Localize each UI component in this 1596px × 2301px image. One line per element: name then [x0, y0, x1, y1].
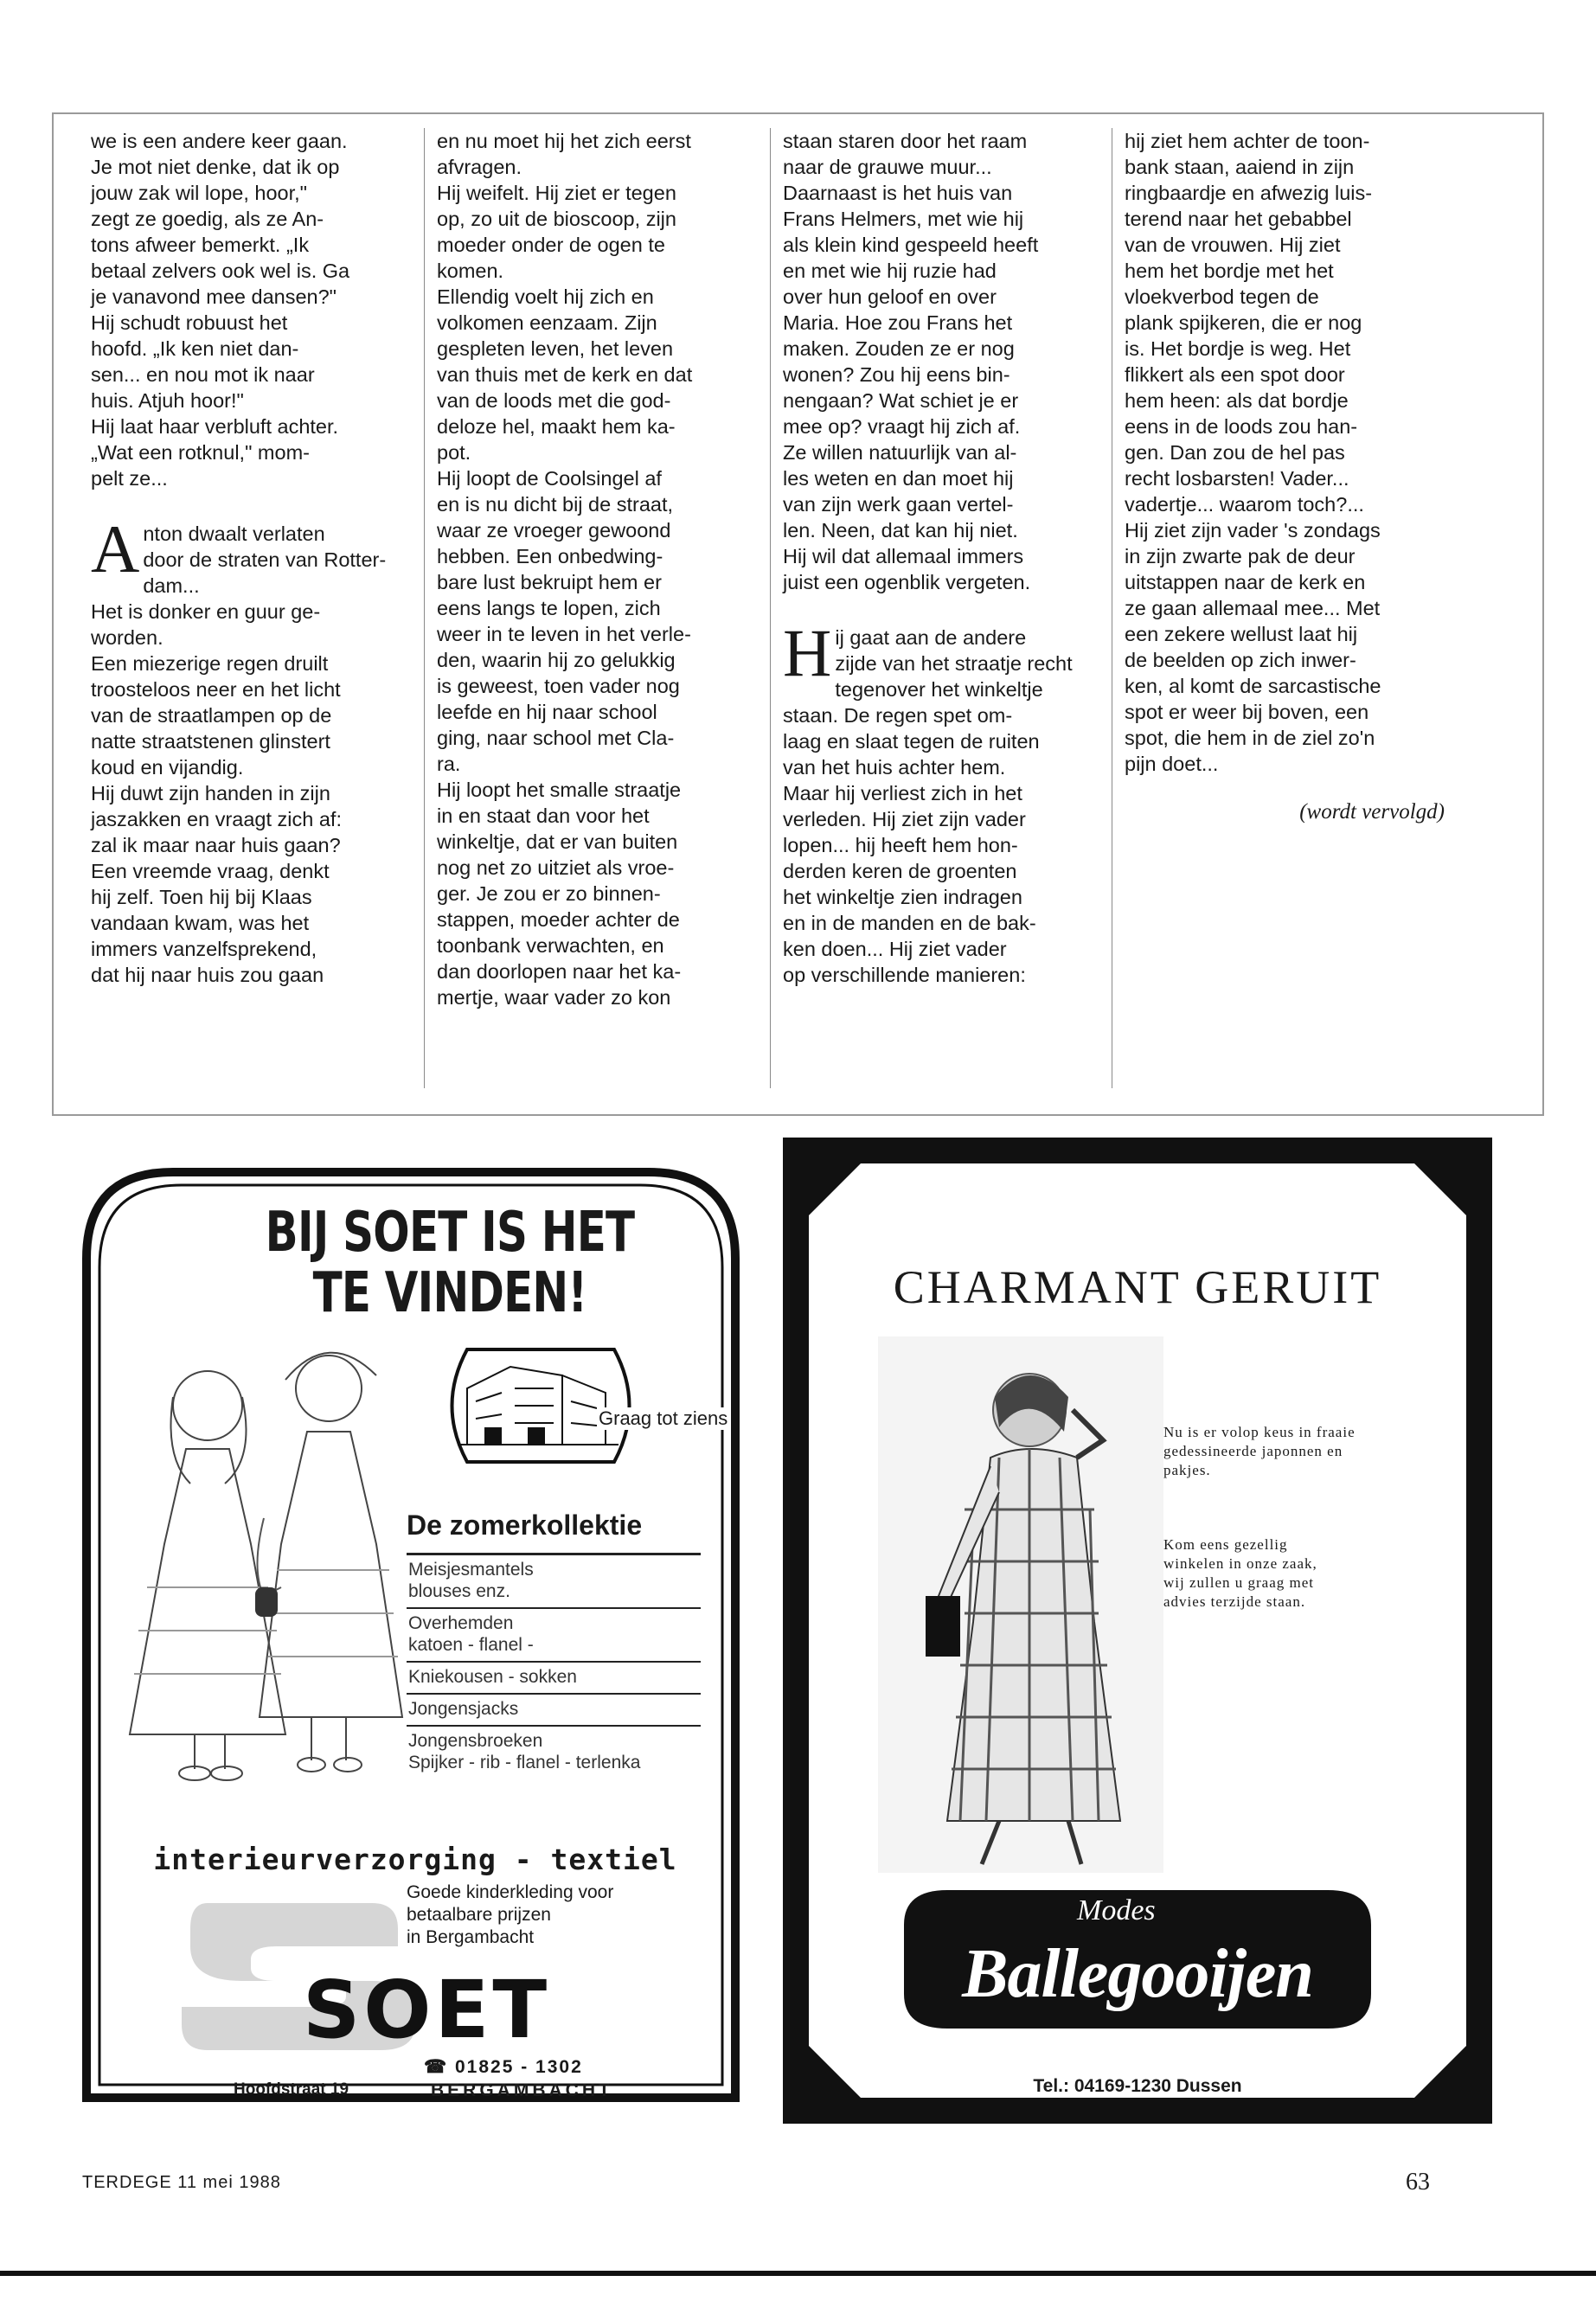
article-line: nog net zo uitziet als vroe-: [437, 856, 675, 879]
article-line: nton dwaalt verlaten: [143, 522, 325, 545]
article-line: hoofd. „Ik ken niet dan-: [91, 337, 299, 360]
article-line: bare lust bekruipt hem er: [437, 571, 662, 593]
col1-section: [91, 511, 411, 988]
article-line: winkeltje, dat er van buiten: [437, 830, 678, 853]
column-divider: [424, 128, 425, 1088]
collection-list: [407, 1553, 701, 1779]
article-line: ij gaat aan de andere: [835, 626, 1027, 649]
headline-line-1: BIJ SOET IS HET: [265, 1201, 635, 1265]
article-line: zegt ze goedig, als ze An-: [91, 208, 324, 230]
article-line: Hij laat haar verbluft achter.: [91, 415, 339, 438]
article-line: is. Het bordje is weg. Het: [1125, 337, 1351, 360]
article-line: deloze hel, maakt hem ka-: [437, 415, 676, 438]
article-line: bank staan, aaiend in zijn: [1125, 156, 1355, 178]
article-line: maken. Zouden ze er nog: [783, 337, 1015, 360]
article-line: dan doorlopen naar het ka-: [437, 960, 682, 983]
article-line: hebben. Een onbedwing-: [437, 545, 663, 567]
article-line: afvragen.: [437, 156, 522, 178]
article-line: volkomen eenzaam. Zijn: [437, 311, 657, 334]
article-line: vandaan kwam, was het: [91, 912, 310, 934]
store-phone: Tel.: 04169-1230 Dussen: [1033, 2076, 1242, 2096]
article-line: tegenover het winkeltje: [835, 678, 1043, 701]
article-line: troosteloos neer en het licht: [91, 678, 341, 701]
article-line: het winkeltje zien indragen: [783, 886, 1022, 908]
col1-section-text: [91, 511, 411, 988]
article-line: staan. De regen spet om-: [783, 704, 1013, 727]
col3-text: [783, 128, 1103, 595]
article-line: is geweest, toen vader nog: [437, 675, 680, 697]
article-line: natte straatstenen glinstert: [91, 730, 330, 753]
article-line: verleden. Hij ziet zijn vader: [783, 808, 1026, 830]
article-line: weer in te leven in het verle-: [437, 623, 691, 645]
article-line: laag en slaat tegen de ruiten: [783, 730, 1040, 753]
article-line: flikkert als een spot door: [1125, 363, 1345, 386]
article-line: spot er weer bij boven, een: [1125, 701, 1369, 723]
article-line: waar ze vroeger gewoond: [437, 519, 671, 542]
article-line: Maar hij verliest zich in het: [783, 782, 1022, 804]
article-line: Daarnaast is het huis van: [783, 182, 1013, 204]
collection-item: Kniekousen - sokken: [407, 1661, 701, 1693]
article-line: Een vreemde vraag, denkt: [91, 860, 330, 882]
collection-item: Jongensbroeken Spijker - rib - flanel - terlenka: [407, 1725, 701, 1779]
ad-description: Goede kinderkleding voor betaalbare prijzen in Bergambacht: [407, 1882, 614, 1947]
article-line: Hij duwt zijn handen in zijn: [91, 782, 330, 804]
article-line: Het is donker en guur ge-: [91, 600, 321, 623]
article-line: leefde en hij naar school: [437, 701, 657, 723]
article-line: terend naar het gebabbel: [1125, 208, 1352, 230]
article-line: mertje, waar vader zo kon: [437, 986, 671, 1009]
article-line: jaszakken en vraagt zich af:: [91, 808, 342, 830]
article-line: zijde van het straatje recht: [835, 652, 1073, 675]
collection-item: Jongensjacks: [407, 1693, 701, 1725]
soet-advertisement: [69, 1155, 753, 2115]
drop-cap: H: [783, 615, 832, 690]
article-line: de beelden op zich inwer-: [1125, 649, 1356, 671]
phone-text: 01825 - 1302: [455, 2057, 583, 2077]
article-line: stappen, moeder achter de: [437, 908, 680, 931]
logo-subtitle: Modes: [1077, 1894, 1156, 1926]
article-line: en in de manden en de bak-: [783, 912, 1036, 934]
girls-illustration: [112, 1328, 441, 1795]
ad-headline: CHARMANT GERUIT: [893, 1261, 1382, 1313]
article-line: komen.: [437, 260, 504, 282]
article-line: ger. Je zou er zo binnen-: [437, 882, 661, 905]
article-line: Hij loopt het smalle straatje: [437, 779, 682, 801]
article-line: Maria. Hoe zou Frans het: [783, 311, 1013, 334]
article-line: dat hij naar huis zou gaan: [91, 964, 324, 986]
issue-footer: TERDEGE 11 mei 1988: [82, 2173, 281, 2192]
services-strip: interieurverzorging - textiel: [153, 1843, 677, 1876]
col3-section: [783, 615, 1103, 988]
logo-brand: Ballegooijen: [962, 1936, 1313, 2012]
article-line: van zijn werk gaan vertel-: [783, 493, 1014, 516]
article-line: „Wat een rotknul," mom-: [91, 441, 310, 464]
bottom-rule: [0, 2271, 1596, 2276]
phone-icon: ☎: [424, 2057, 455, 2077]
continued-note: (wordt vervolgd): [1299, 800, 1445, 824]
ad-headline: [240, 1202, 659, 1324]
article-line: van thuis met de kerk en dat: [437, 363, 693, 386]
column-divider: [770, 128, 771, 1088]
article-line: een zekere wellust laat hij: [1125, 623, 1358, 645]
page-number: 63: [1406, 2169, 1430, 2195]
article-line: nengaan? Wat schiet je er: [783, 389, 1019, 412]
article-line: over hun geloof en over: [783, 285, 997, 308]
article-line: gen. Dan zou de hel pas: [1125, 441, 1345, 464]
store-city: BERGAMBACHT: [431, 2080, 613, 2100]
article-line: ging, naar school met Cla-: [437, 727, 675, 749]
article-line: koud en vijandig.: [91, 756, 244, 779]
article-line: je vanavond mee dansen?": [91, 285, 337, 308]
article-line: pelt ze...: [91, 467, 168, 490]
article-line: vadertje... waarom toch?...: [1125, 493, 1364, 516]
store-address: Hoofdstraat 19: [234, 2080, 349, 2099]
article-line: hij ziet hem achter de toon-: [1125, 130, 1370, 152]
article-line: ringbaardje en afwezig luis-: [1125, 182, 1373, 204]
article-line: Hij loopt de Coolsingel af: [437, 467, 662, 490]
article-line: Hij wil dat allemaal immers: [783, 545, 1024, 567]
article-line: van het huis achter hem.: [783, 756, 1006, 779]
article-line: recht losbarsten! Vader...: [1125, 467, 1349, 490]
article-line: tons afweer bemerkt. „Ik: [91, 234, 310, 256]
article-line: we is een andere keer gaan.: [91, 130, 348, 152]
article-line: spot, die hem in de ziel zo'n: [1125, 727, 1375, 749]
article-line: jouw zak wil lope, hoor,": [91, 182, 307, 204]
article-line: toonbank verwachten, en: [437, 934, 664, 957]
headline-line-2: TE VINDEN!: [312, 1261, 587, 1325]
article-line: plank spijkeren, die er nog: [1125, 311, 1362, 334]
phone-number: [424, 2056, 583, 2078]
article-line: Frans Helmers, met wie hij: [783, 208, 1024, 230]
article-line: wonen? Zou hij eens bin-: [783, 363, 1010, 386]
article-line: dam...: [143, 574, 200, 597]
collection-item: Overhemden katoen - flanel -: [407, 1607, 701, 1661]
article-line: lopen... hij heeft hem hon-: [783, 834, 1018, 856]
drop-cap: A: [91, 511, 140, 586]
article-column-2: [437, 128, 757, 1010]
article-line: door de straten van Rotter-: [143, 548, 387, 571]
article-line: en is nu dicht bij de straat,: [437, 493, 674, 516]
article-line: pijn doet...: [1125, 753, 1219, 775]
article-line: worden.: [91, 626, 163, 649]
article-line: den, waarin hij zo gelukkig: [437, 649, 676, 671]
greeting-text: Graag tot ziens: [599, 1407, 728, 1429]
article-line: moeder onder de ogen te: [437, 234, 665, 256]
article-line: zal ik maar naar huis gaan?: [91, 834, 341, 856]
article-line: les weten en dan moet hij: [783, 467, 1014, 490]
col1-text: [91, 128, 411, 491]
article-line: in zijn zwarte pak de deur: [1125, 545, 1356, 567]
article-line: op verschillende manieren:: [783, 964, 1026, 986]
article-line: derden keren de groenten: [783, 860, 1017, 882]
article-line: eens langs te lopen, zich: [437, 597, 661, 619]
article-line: hem heen: als dat bordje: [1125, 389, 1349, 412]
article-line: immers vanzelfsprekend,: [91, 938, 317, 960]
article-line: van de straatlampen op de: [91, 704, 332, 727]
article-line: en met wie hij ruzie had: [783, 260, 997, 282]
collection-title: De zomerkollektie: [407, 1509, 643, 1541]
article-line: Ze willen natuurlijk van al-: [783, 441, 1017, 464]
article-column-1: [91, 128, 411, 988]
article-line: Een miezerige regen druilt: [91, 652, 329, 675]
article-line: pot.: [437, 441, 471, 464]
article-line: ra.: [437, 753, 461, 775]
article-line: Je mot niet denke, dat ik op: [91, 156, 340, 178]
col4-text: [1125, 128, 1445, 777]
shop-building-illustration: [433, 1341, 649, 1471]
article-line: en nu moet hij het zich eerst: [437, 130, 691, 152]
article-line: betaal zelvers ook wel is. Ga: [91, 260, 350, 282]
article-line: vloekverbod tegen de: [1125, 285, 1319, 308]
article-line: huis. Atjuh hoor!": [91, 389, 244, 412]
article-line: ken doen... Hij ziet vader: [783, 938, 1007, 960]
article-line: sen... en nou mot ik naar: [91, 363, 315, 386]
article-line: in en staat dan voor het: [437, 804, 650, 827]
col2-text: [437, 128, 757, 1010]
article-line: Ellendig voelt hij zich en: [437, 285, 654, 308]
brand-name: SOET: [303, 1964, 551, 2056]
article-line: staan staren door het raam: [783, 130, 1028, 152]
article-line: Hij ziet zijn vader 's zondags: [1125, 519, 1381, 542]
article-line: juist een ogenblik vergeten.: [783, 571, 1031, 593]
article-line: gespleten leven, het leven: [437, 337, 674, 360]
article-line: op, zo uit de bioscoop, zijn: [437, 208, 676, 230]
article-line: mee op? vraagt hij zich af.: [783, 415, 1021, 438]
article-line: hij zelf. Toen hij bij Klaas: [91, 886, 312, 908]
article-line: hem het bordje met het: [1125, 260, 1334, 282]
article-line: Hij schudt robuust het: [91, 311, 288, 334]
article-line: als klein kind gespeeld heeft: [783, 234, 1039, 256]
article-line: ken, al komt de sarcastische: [1125, 675, 1381, 697]
article-line: naar de grauwe muur...: [783, 156, 992, 178]
article-column-4: [1125, 128, 1445, 825]
ad-text-2: Kom eens gezellig winkelen in onze zaak, wij zullen u graag met advies terzijde staan.: [1163, 1536, 1317, 1610]
article-line: van de vrouwen. Hij ziet: [1125, 234, 1341, 256]
article-line: uitstappen naar de kerk en: [1125, 571, 1366, 593]
article-line: Hij weifelt. Hij ziet er tegen: [437, 182, 676, 204]
woman-in-checked-dress-illustration: [878, 1336, 1163, 1873]
ad-panel: [809, 1163, 1466, 2098]
article-column-3: [783, 128, 1103, 988]
article-line: van de loods met die god-: [437, 389, 671, 412]
article-line: ze gaan allemaal mee... Met: [1125, 597, 1381, 619]
article-line: len. Neen, dat kan hij niet.: [783, 519, 1018, 542]
charmant-advertisement: [783, 1138, 1492, 2124]
collection-item: Meisjesmantels blouses enz.: [407, 1553, 701, 1607]
ad-text-1: Nu is er volop keus in fraaie gedessineerde japonnen en pakjes.: [1163, 1424, 1356, 1478]
article-line: eens in de loods zou han-: [1125, 415, 1358, 438]
